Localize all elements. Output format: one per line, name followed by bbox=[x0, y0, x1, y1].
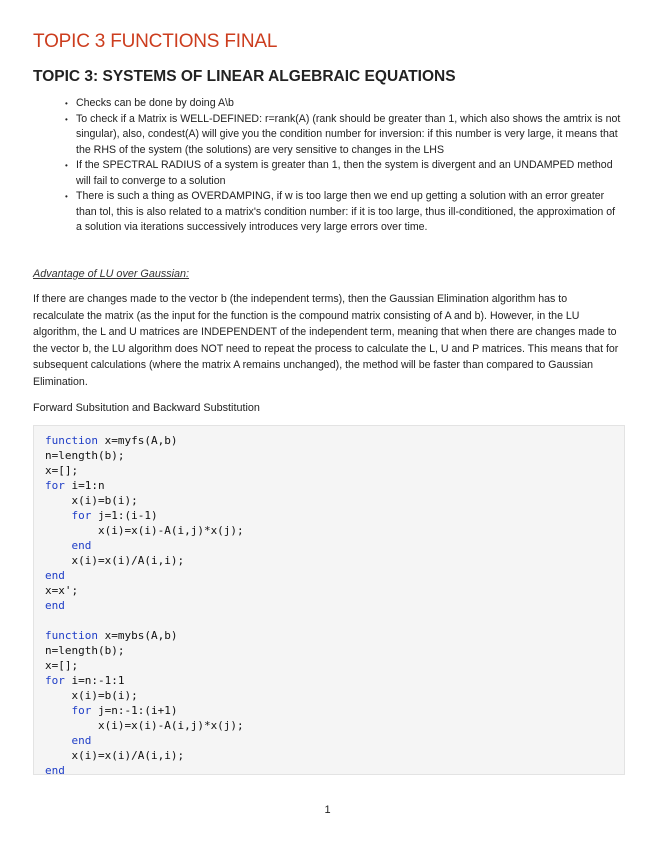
code-line: for i=1:n bbox=[45, 479, 105, 492]
code-line: x=x'; bbox=[45, 584, 79, 597]
subheading: Advantage of LU over Gaussian: bbox=[33, 268, 190, 280]
code-line: x(i)=x(i)-A(i,j)*x(j); bbox=[45, 524, 244, 537]
code-line: x=[]; bbox=[45, 659, 79, 672]
code-line: for j=1:(i-1) bbox=[45, 509, 158, 522]
code-line: end bbox=[45, 599, 65, 612]
body-paragraph: If there are changes made to the vector b (the independent terms), then the Gaussian Elimination algorithm has to recalculate the matrix (as the input for the function is the compound matrix consisting of A and b). However, in the LU algorithm, the L and U matrices are INDEPENDENT of the independent term, meaning that when there are changes made to the vector b, the LU algorithm does NOT need to repeat the process to calculate the L, U and P matrices. This means that for subsequent calculations (where the matrix A remains unchanged), the method will be faster than compared to Gaussian Elimination. bbox=[33, 293, 619, 388]
code-line: end bbox=[45, 569, 65, 582]
code-caption: Forward Subsitution and Backward Substitution bbox=[33, 402, 260, 414]
section-title: TOPIC 3: SYSTEMS OF LINEAR ALGEBRAIC EQUATIONS bbox=[33, 68, 456, 85]
bullet-item: • If the SPECTRAL RADIUS of a system is greater than 1, then the system is divergent and an UNDAMPED method will fail to converge to a solution bbox=[62, 158, 622, 189]
code-line: end bbox=[45, 539, 92, 552]
page-number: 1 bbox=[324, 804, 331, 816]
bullet-item: • There is such a thing as OVERDAMPING, if w is too large then we end up getting a solution with an error greater than tol, this is also related to a matrix's condition number: if it is too large, thus ill-conditioned, the approximation of a solution via iterations successively introduces very large errors over time. bbox=[62, 189, 622, 236]
document-title: TOPIC 3 FUNCTIONS FINAL bbox=[33, 31, 278, 52]
code-line: x(i)=b(i); bbox=[45, 494, 138, 507]
code-line: function x=myfs(A,b) bbox=[45, 434, 178, 447]
code-line: end bbox=[45, 734, 92, 747]
code-line: x(i)=b(i); bbox=[45, 689, 138, 702]
code-line: n=length(b); bbox=[45, 449, 125, 462]
code-line: x(i)=x(i)/A(i,i); bbox=[45, 749, 185, 762]
code-line: function x=mybs(A,b) bbox=[45, 629, 178, 642]
bullet-list bbox=[62, 96, 622, 236]
code-line: for j=n:-1:(i+1) bbox=[45, 704, 178, 717]
code-line: for i=n:-1:1 bbox=[45, 674, 125, 687]
code-line: x(i)=x(i)/A(i,i); bbox=[45, 554, 185, 567]
bullet-item: • To check if a Matrix is WELL-DEFINED: r=rank(A) (rank should be greater than 1, which also shows the amtrix is not singular), also, condest(A) will give you the condition number for inversion: if this number is very large, it means that the RHS of the system (the solutions) are very sensitive to changes in the LHS bbox=[62, 112, 622, 159]
code-line: n=length(b); bbox=[45, 644, 125, 657]
bullet-item: • Checks can be done by doing A\b bbox=[62, 96, 622, 112]
code-line: x(i)=x(i)-A(i,j)*x(j); bbox=[45, 719, 244, 732]
code-line: end bbox=[45, 764, 65, 775]
code-block bbox=[33, 425, 625, 775]
code-line: x=[]; bbox=[45, 464, 79, 477]
